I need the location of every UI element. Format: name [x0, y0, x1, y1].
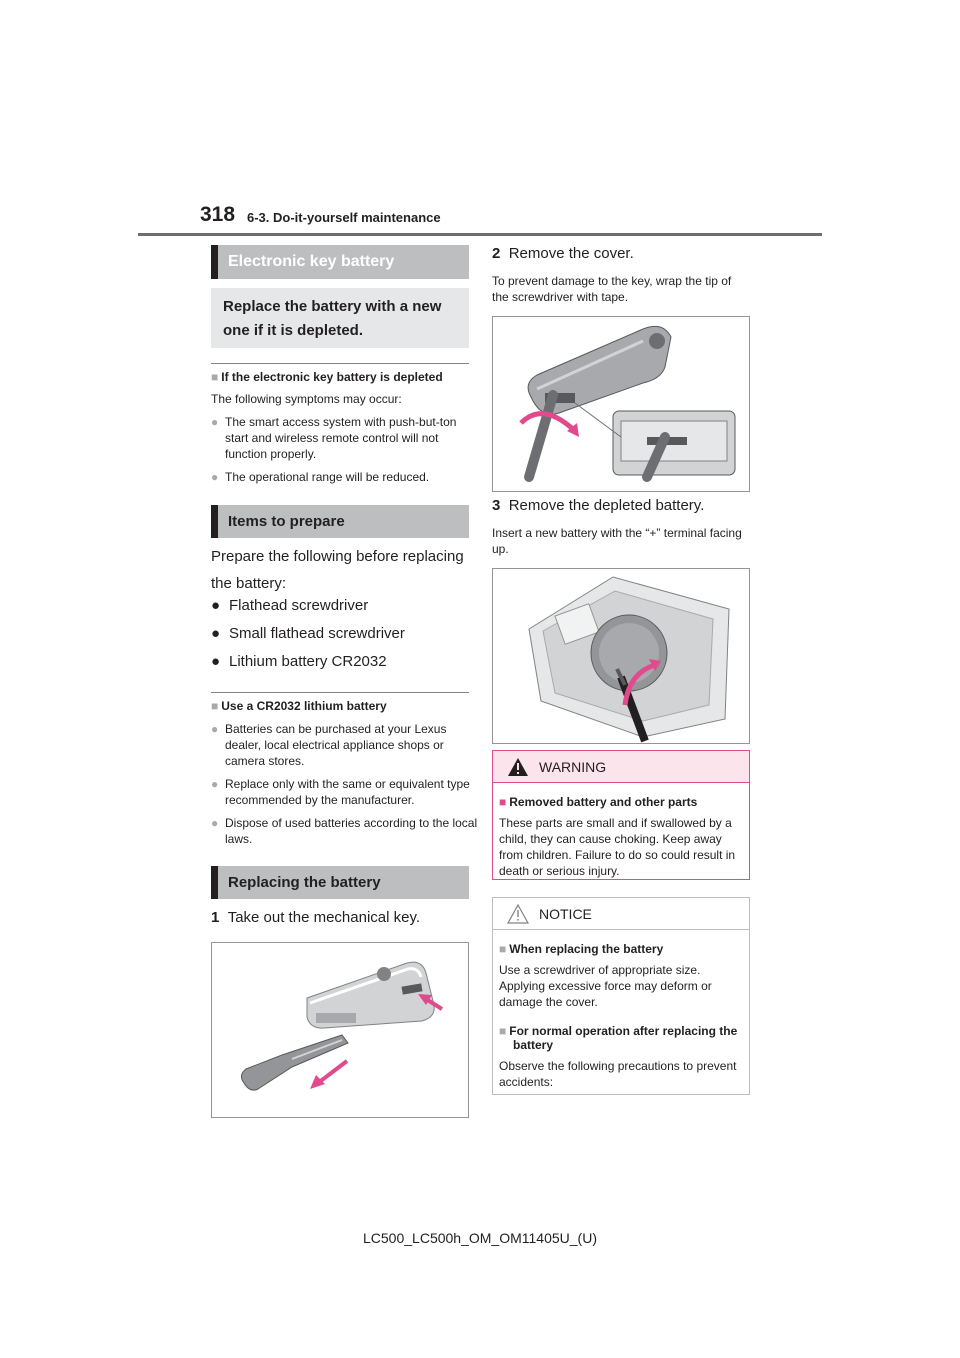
title-items-to-prepare: [211, 505, 469, 538]
title-electronic-key-battery: [211, 245, 469, 279]
round-bullet-icon: ●: [211, 816, 219, 830]
list-item: ● Replace only with the same or equivalent type recommended by the manufacturer.: [211, 777, 470, 807]
square-bullet-icon: ■: [499, 795, 507, 809]
list-item: ● Lithium battery CR2032: [211, 653, 387, 670]
square-bullet-icon: ■: [211, 699, 219, 713]
notice-heading-1: ■ When replacing the battery: [499, 942, 664, 956]
figure-remove-battery: [492, 568, 750, 744]
list-item: ● Small flathead screwdriver: [211, 625, 405, 642]
warning-box: [492, 750, 750, 880]
square-bullet-icon: ■: [499, 1024, 507, 1038]
depleted-heading: ■ If the electronic key battery is depleted: [211, 370, 443, 384]
list-item: ● Dispose of used batteries according to the local laws.: [211, 816, 478, 846]
list-item: ● The operational range will be reduced.: [211, 470, 430, 484]
title-text: Electronic key battery: [228, 253, 395, 270]
notice-heading-2: ■ For normal operation after replacing the battery: [499, 1024, 738, 1052]
title-replacing-the-battery: [211, 866, 469, 899]
depleted-intro: The following symptoms may occur:: [211, 392, 402, 406]
figure-remove-cover: [492, 316, 750, 492]
step-number: 2: [492, 245, 501, 262]
divider: [211, 692, 469, 693]
round-bullet-icon: ●: [211, 625, 221, 642]
title-text: Replacing the battery: [228, 874, 381, 891]
warning-header: [493, 751, 749, 783]
warning-text: These parts are small and if swallowed by a child, they can cause choking. Keep away from children. Failure to do so could result in death or serious injury.: [499, 816, 736, 878]
list-item: ● The smart access system with push-but-ton start and wireless remote control will not function properly.: [211, 415, 457, 461]
step-2: 2 Remove the cover.: [492, 245, 634, 262]
page-number: 318: [200, 203, 236, 226]
round-bullet-icon: ●: [211, 597, 221, 614]
prepare-intro: Prepare the following before replacing the battery:: [211, 548, 464, 592]
list-item: ● Flathead screwdriver: [211, 597, 369, 614]
notice-box: [492, 897, 750, 1095]
warning-heading: ■ Removed battery and other parts: [499, 795, 698, 809]
list-item: ● Batteries can be purchased at your Lexus dealer, local electrical appliance shops or camera stores.: [211, 722, 447, 768]
notice-header: [493, 898, 749, 930]
notice-triangle-icon: [507, 904, 529, 924]
round-bullet-icon: ●: [211, 777, 219, 791]
notice-title: NOTICE: [539, 906, 592, 922]
footer-document-code: LC500_LC500h_OM_OM11405U_(U): [363, 1230, 597, 1246]
square-bullet-icon: ■: [499, 942, 507, 956]
section-heading: 6-3. Do-it-yourself maintenance: [247, 210, 441, 225]
divider: [211, 363, 469, 364]
round-bullet-icon: ●: [211, 470, 219, 484]
round-bullet-icon: ●: [211, 722, 219, 736]
key-fob-illustration: [212, 943, 468, 1117]
notice-text-2: Observe the following precautions to prevent accidents:: [499, 1059, 737, 1089]
notice-body: [493, 930, 749, 1098]
round-bullet-icon: ●: [211, 415, 219, 429]
warning-body: [493, 783, 749, 887]
step-number: 1: [211, 909, 220, 926]
round-bullet-icon: ●: [211, 653, 221, 670]
figure-take-out-key: [211, 942, 469, 1118]
step-number: 3: [492, 497, 501, 514]
step-3-note: Insert a new battery with the “+” terminal facing up.: [492, 526, 742, 556]
cover-removal-illustration: [493, 317, 749, 491]
warning-triangle-icon: [507, 757, 529, 777]
square-bullet-icon: ■: [211, 370, 219, 384]
step-1: 1 Take out the mechanical key.: [211, 909, 421, 926]
step-2-note: To prevent damage to the key, wrap the tip of the screwdriver with tape.: [492, 274, 732, 304]
header-rule: [138, 233, 822, 236]
step-3: 3 Remove the depleted battery.: [492, 497, 705, 514]
notice-text-1: Use a screwdriver of appropriate size. Applying excessive force may deform or damage the cover.: [499, 963, 712, 1009]
title-text: Items to prepare: [228, 513, 345, 530]
summary-box: Replace the battery with a new one if it is depleted.: [211, 288, 469, 348]
warning-title: WARNING: [539, 759, 607, 775]
cr2032-heading: ■ Use a CR2032 lithium battery: [211, 699, 387, 713]
battery-removal-illustration: [493, 569, 749, 743]
